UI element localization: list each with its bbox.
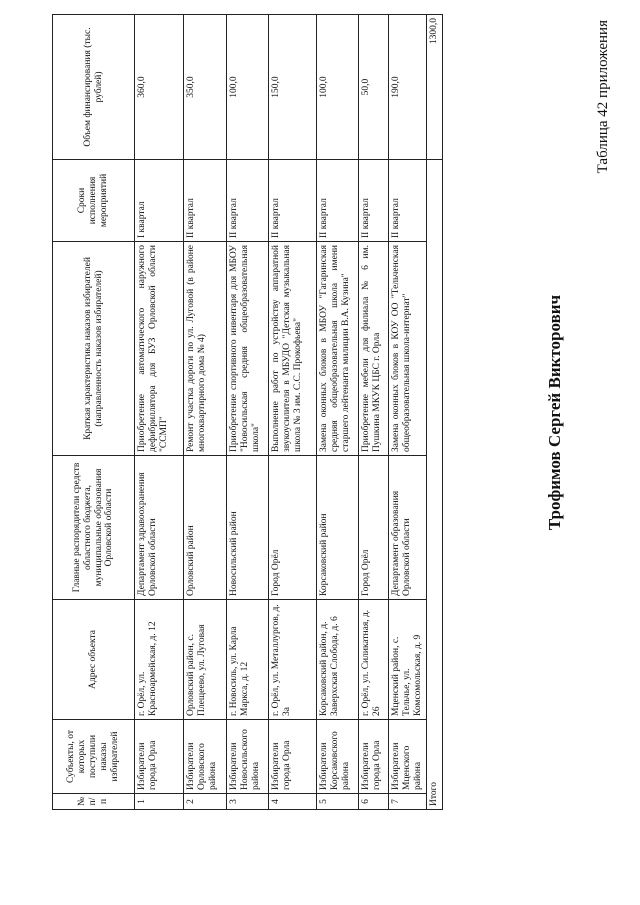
- table-row: [359, 15, 389, 810]
- row-term: II квартал: [359, 160, 389, 242]
- header-number: № п/п: [53, 794, 135, 810]
- row-term: I квартал: [135, 160, 184, 242]
- row-amount: 50,0: [359, 15, 389, 160]
- row-term: II квартал: [184, 160, 227, 242]
- row-subject: Избиратели Мценского района: [389, 720, 427, 794]
- table-row: [269, 15, 317, 810]
- row-description: Приобретение спортивного инвентаря для МБОУ "Новосильская средняя общеобразовательная школа": [227, 242, 269, 456]
- row-description: Выполнение работ по устройству аппаратной звукоусилителя в МБУДО "Детская музыкальная школа № 3 им. С.С. Прокофьева": [269, 242, 317, 456]
- header-address: Адрес объекта: [53, 600, 135, 720]
- row-description: Замена оконных блоков в КОУ ОО "Тельченская общеобразовательная школа-интернат": [389, 242, 427, 456]
- row-number: 1: [135, 794, 184, 810]
- header-amount: Объем финансирования (тыс. рублей): [53, 15, 135, 160]
- total-amount: 1300,0: [426, 15, 442, 160]
- row-number: 7: [389, 794, 427, 810]
- table-row: [184, 15, 227, 810]
- table-row: [389, 15, 427, 810]
- header-manager: Главные распорядители средств областного бюджета, муниципальные образования Орловской области: [53, 456, 135, 600]
- row-subject: Избиратели Орловского района: [184, 720, 227, 794]
- table-row: [227, 15, 269, 810]
- row-amount: 350,0: [184, 15, 227, 160]
- row-amount: 100,0: [227, 15, 269, 160]
- row-manager: Департамент здравоохранения Орловской области: [135, 456, 184, 600]
- row-subject: Избиратели города Орла: [359, 720, 389, 794]
- row-description: Приобретение автоматического наружного дефибриллятора для БУЗ Орловской области "ССМП": [135, 242, 184, 456]
- row-manager: Город Орёл: [269, 456, 317, 600]
- row-manager: Город Орёл: [359, 456, 389, 600]
- table-header-row: [53, 15, 135, 810]
- row-term: II квартал: [227, 160, 269, 242]
- row-number: 4: [269, 794, 317, 810]
- row-amount: 150,0: [269, 15, 317, 160]
- row-address: г. Орёл, ул. Силикатная, д. 26: [359, 600, 389, 720]
- row-address: Мценский район, с. Тельчье, ул. Комсомольская, д. 9: [389, 600, 427, 720]
- row-term: II квартал: [389, 160, 427, 242]
- header-description: Краткая характеристика наказов избирателей (направленность наказов избирателей): [53, 242, 135, 456]
- table-row: [317, 15, 359, 810]
- header-term: Сроки исполнения мероприятий: [53, 160, 135, 242]
- header-subject: Субъекты, от которых поступили наказы избирателей: [53, 720, 135, 794]
- row-address: г. Орёл, ул. Металлургов, д. 3а: [269, 600, 317, 720]
- row-subject: Избиратели города Орла: [269, 720, 317, 794]
- row-amount: 100,0: [317, 15, 359, 160]
- row-term: II квартал: [269, 160, 317, 242]
- row-number: 6: [359, 794, 389, 810]
- row-description: Замена оконных блоков в МБОУ "Гагаринская средняя общеобразовательная школа имени старшего лейтенанта милиции В.А. Кузина": [317, 242, 359, 456]
- row-manager: Орловский район: [184, 456, 227, 600]
- row-address: г. Новосиль, ул. Карла Маркса, д. 12: [227, 600, 269, 720]
- row-address: Орловский район, с. Плещеево, ул. Луговая: [184, 600, 227, 720]
- table-row: [135, 15, 184, 810]
- row-number: 3: [227, 794, 269, 810]
- row-number: 5: [317, 794, 359, 810]
- row-amount: 190,0: [389, 15, 427, 160]
- row-number: 2: [184, 794, 227, 810]
- row-address: Корсаковский район, д. Заверхская Слобода, д. 6: [317, 600, 359, 720]
- row-term: II квартал: [317, 160, 359, 242]
- row-subject: Избиратели Новосильского района: [227, 720, 269, 794]
- table-total-row: [426, 15, 442, 810]
- row-subject: Избиратели Корсаковского района: [317, 720, 359, 794]
- row-amount: 360,0: [135, 15, 184, 160]
- total-label: Итого: [426, 160, 442, 810]
- orders-table: [52, 14, 443, 810]
- row-manager: Департамент образования Орловской области: [389, 456, 427, 600]
- row-subject: Избиратели города Орла: [135, 720, 184, 794]
- row-description: Ремонт участка дороги по ул. Луговой (в районе многоквартирного дома № 4): [184, 242, 227, 456]
- row-description: Приобретение мебели для филиала № 6 им. Пушкина МКУК ЦБС г. Орла: [359, 242, 389, 456]
- table-caption: Таблица 42 приложения: [595, 20, 611, 174]
- page-heading: Трофимов Сергей Викторович: [545, 294, 564, 531]
- row-address: г. Орёл, ул. Красноармейская, д. 12: [135, 600, 184, 720]
- row-manager: Новосильский район: [227, 456, 269, 600]
- row-manager: Корсаковский район: [317, 456, 359, 600]
